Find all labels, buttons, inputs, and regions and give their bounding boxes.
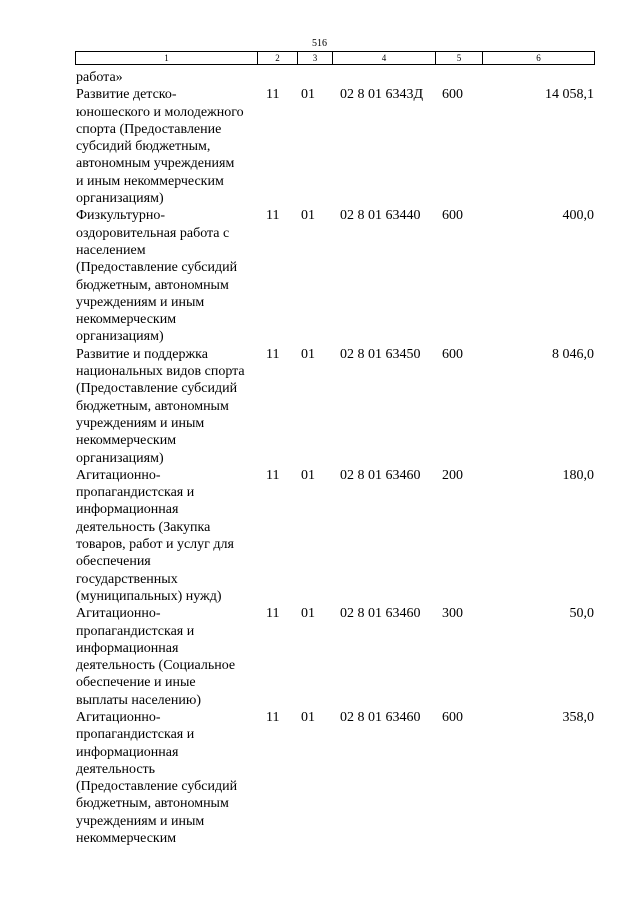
row-name-line: информационная	[76, 640, 179, 656]
row-name	[75, 86, 257, 207]
row-target-code: 02 8 01 63460	[340, 467, 421, 483]
header-col-3: 3	[298, 52, 333, 65]
header-col-6: 6	[483, 52, 595, 65]
row-name-line: национальных видов спорта	[76, 364, 245, 380]
row-name-line: учреждениям и иным	[76, 294, 205, 310]
row-name-line: деятельность (Закупка	[76, 519, 211, 535]
row-name-line: (Предоставление субсидий	[76, 381, 238, 397]
row-subsection: 01	[301, 87, 315, 103]
row-subsection	[297, 69, 332, 86]
table-row	[75, 709, 594, 847]
row-name-line: бюджетным, автономным	[76, 398, 229, 414]
row-name-line: деятельность	[76, 761, 156, 777]
row-section: 11	[266, 87, 280, 103]
row-expense-type: 600	[442, 208, 463, 224]
table-row	[75, 86, 594, 207]
row-amount: 8 046,0	[552, 346, 594, 362]
header-col-2: 2	[258, 52, 298, 65]
header-col-5: 5	[436, 52, 483, 65]
row-amount: 358,0	[562, 709, 594, 725]
row-section: 11	[266, 467, 280, 483]
row-expense-type: 600	[442, 346, 463, 362]
row-target-code: 02 8 01 63460	[340, 709, 421, 725]
row-name-line: учреждениям и иным	[76, 813, 205, 829]
row-name	[75, 207, 257, 345]
row-target-code: 02 8 01 63450	[340, 346, 421, 362]
row-section: 11	[266, 346, 280, 362]
row-name-line: учреждениям и иным	[76, 415, 205, 431]
row-name-line: обеспечение и иные	[76, 675, 196, 691]
row-name-line: Развитие и поддержка	[76, 346, 208, 362]
row-name-line: юношеского и молодежного	[76, 104, 244, 120]
table-header	[75, 51, 595, 65]
row-target-code: 02 8 01 63460	[340, 606, 421, 622]
row-name-line: субсидий бюджетным,	[76, 139, 211, 155]
row-name-line: (Предоставление субсидий	[76, 260, 238, 276]
row-name	[75, 467, 257, 605]
row-target-code: 02 8 01 63440	[340, 208, 421, 224]
row-name-line: спорта (Предоставление	[76, 121, 222, 137]
row-name-line: выплаты населению)	[76, 692, 201, 708]
header-col-1: 1	[76, 52, 258, 65]
row-amount: 14 058,1	[545, 87, 594, 103]
budget-table	[75, 69, 594, 847]
row-name-line: Развитие детско-	[76, 87, 177, 103]
row-name-line: Агитационно-	[76, 467, 161, 483]
row-name-line: организациям)	[76, 329, 164, 345]
row-expense-type: 300	[442, 606, 463, 622]
row-name	[75, 346, 257, 467]
row-name-line: (Предоставление субсидий	[76, 779, 238, 795]
page-number: 516	[312, 38, 327, 49]
row-target-code	[332, 69, 435, 86]
row-subsection: 01	[301, 467, 315, 483]
table-row	[75, 69, 594, 86]
row-name-line: некоммерческим	[76, 433, 177, 449]
row-name-line: Физкультурно-	[76, 208, 165, 224]
table-row	[75, 346, 594, 467]
row-name-line: деятельность (Социальное	[76, 658, 236, 674]
row-name-line: информационная	[76, 502, 179, 518]
row-name-line: пропагандистская и	[76, 485, 195, 501]
row-name-line: организациям)	[76, 450, 164, 466]
row-section	[257, 69, 297, 86]
row-name-line: пропагандистская и	[76, 623, 195, 639]
row-subsection: 01	[301, 606, 315, 622]
row-target-code: 02 8 01 6343Д	[340, 87, 424, 103]
row-name-line: информационная	[76, 744, 179, 760]
row-section: 11	[266, 606, 280, 622]
row-name-line: Агитационно-	[76, 709, 161, 725]
row-amount	[482, 69, 594, 86]
row-name-line: оздоровительная работа с	[76, 225, 230, 241]
row-name	[75, 605, 257, 709]
row-subsection: 01	[301, 208, 315, 224]
row-amount: 180,0	[562, 467, 594, 483]
row-section: 11	[266, 709, 280, 725]
row-expense-type: 600	[442, 87, 463, 103]
table-row	[75, 605, 594, 709]
row-name-line: и иным некоммерческим	[76, 173, 224, 189]
row-amount: 400,0	[562, 208, 594, 224]
row-subsection: 01	[301, 709, 315, 725]
row-name-line: товаров, работ и услуг для	[76, 537, 234, 553]
row-name	[75, 709, 257, 847]
row-name-line: организациям)	[76, 191, 164, 207]
row-name-line: бюджетным, автономным	[76, 796, 229, 812]
row-name-line: бюджетным, автономным	[76, 277, 229, 293]
row-name-line: обеспечения	[76, 554, 151, 570]
row-name	[75, 69, 257, 86]
row-name-line: некоммерческим	[76, 831, 177, 847]
row-name-line: населением	[76, 242, 146, 258]
row-name-line: работа»	[76, 70, 123, 85]
row-expense-type: 200	[442, 467, 463, 483]
row-expense-type: 600	[442, 709, 463, 725]
budget-table-body	[75, 69, 594, 847]
row-name-line: Агитационно-	[76, 606, 161, 622]
header-row	[76, 52, 595, 65]
row-expense-type	[435, 69, 482, 86]
row-name-line: (муниципальных) нужд)	[76, 588, 222, 604]
header-col-4: 4	[333, 52, 436, 65]
row-name-line: некоммерческим	[76, 312, 177, 328]
row-name-line: пропагандистская и	[76, 727, 195, 743]
row-section: 11	[266, 208, 280, 224]
row-name-line: государственных	[76, 571, 178, 587]
table-row	[75, 207, 594, 345]
table-row	[75, 467, 594, 605]
row-subsection: 01	[301, 346, 315, 362]
row-amount: 50,0	[569, 606, 594, 622]
row-name-line: автономным учреждениям	[76, 156, 235, 172]
